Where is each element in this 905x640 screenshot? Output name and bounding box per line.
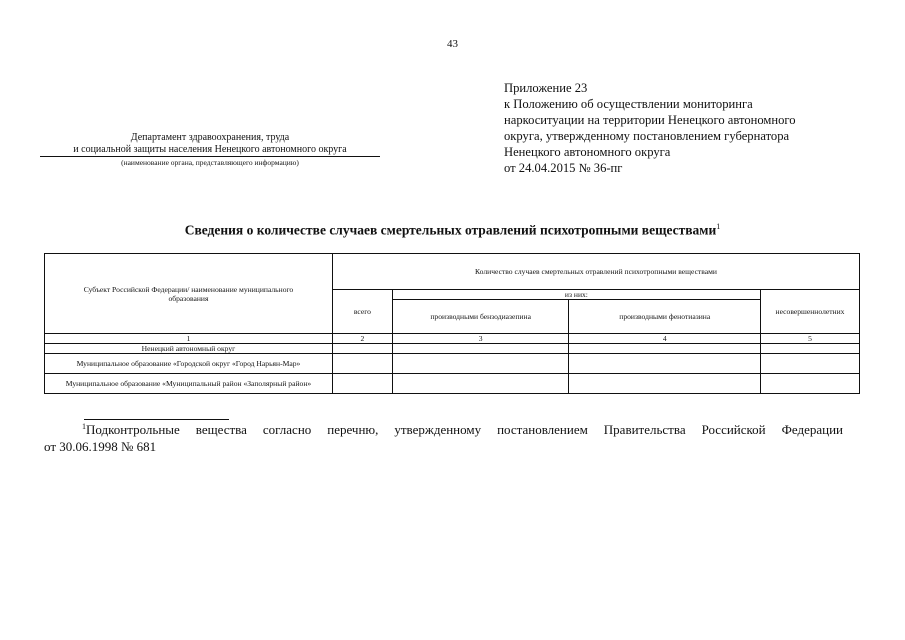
- appendix-line: к Положению об осуществлении мониторинга: [504, 97, 753, 111]
- table-cell: [761, 354, 860, 374]
- column-number: 5: [761, 334, 860, 344]
- table-row: [45, 374, 860, 394]
- column-number: 3: [392, 334, 569, 344]
- header-benzodiazepine: производными бензодиазепина: [392, 300, 569, 334]
- department-name-line2: и социальной защиты населения Ненецкого автономного округа: [40, 144, 380, 157]
- table-cell: [392, 374, 569, 394]
- column-number: 2: [332, 334, 392, 344]
- table-cell: [761, 344, 860, 354]
- table-cell: [761, 374, 860, 394]
- department-caption: (наименование органа, представляющего информацию): [121, 158, 299, 167]
- row-label: Муниципальное образование «Городской округ «Город Нарьян-Мар»: [45, 354, 333, 374]
- footnote-divider: [84, 419, 229, 420]
- document-title-text: Сведения о количестве случаев смертельных отравлений психотропными веществами: [184, 222, 717, 238]
- appendix-line: округа, утвержденному постановлением губернатора: [504, 129, 790, 143]
- table-cell: [332, 374, 392, 394]
- header-count: Количество случаев смертельных отравлений психотропными веществами: [332, 254, 859, 290]
- department-name-line1: Департамент здравоохранения, труда: [130, 132, 290, 143]
- document-title: [40, 222, 865, 239]
- appendix-line: наркоситуации на территории Ненецкого автономного: [504, 113, 796, 127]
- table-cell: [392, 354, 569, 374]
- header-phenothiazine: производными фенотиазина: [569, 300, 761, 334]
- statistics-table: [44, 253, 860, 394]
- column-number: 4: [569, 334, 761, 344]
- table-cell: [392, 344, 569, 354]
- appendix-line: Ненецкого автономного округа: [504, 145, 671, 159]
- department-block: [40, 132, 380, 167]
- table-cell: [332, 354, 392, 374]
- header-total: всего: [332, 290, 392, 334]
- title-footnote-mark: 1: [716, 222, 721, 231]
- table-cell: [569, 354, 761, 374]
- footnote-text-line2: от 30.06.1998 № 681: [44, 439, 157, 454]
- table-cell: [569, 344, 761, 354]
- appendix-line: Приложение 23: [504, 81, 588, 95]
- table-row: [45, 344, 860, 354]
- footnote-mark: 1: [82, 422, 86, 431]
- table-cell: [332, 344, 392, 354]
- header-subject: Субъект Российской Федерации/ наименование муниципального образования: [45, 254, 333, 334]
- page-number: 43: [447, 38, 458, 50]
- row-label: Ненецкий автономный округ: [45, 344, 333, 354]
- table-cell: [569, 374, 761, 394]
- appendix-heading: [504, 80, 864, 176]
- header-of-them: из них:: [392, 290, 760, 300]
- table-row: [45, 354, 860, 374]
- header-minors: несовершеннолетних: [761, 290, 860, 334]
- appendix-line: от 24.04.2015 № 36-пг: [504, 161, 623, 175]
- footnote: [44, 421, 843, 455]
- footnote-text-line1: Подконтрольные вещества согласно перечню, утвержденному постановлением Правительства Российской Федерации: [86, 422, 843, 437]
- row-label: Муниципальное образование «Муниципальный район «Заполярный район»: [45, 374, 333, 394]
- column-number: 1: [45, 334, 333, 344]
